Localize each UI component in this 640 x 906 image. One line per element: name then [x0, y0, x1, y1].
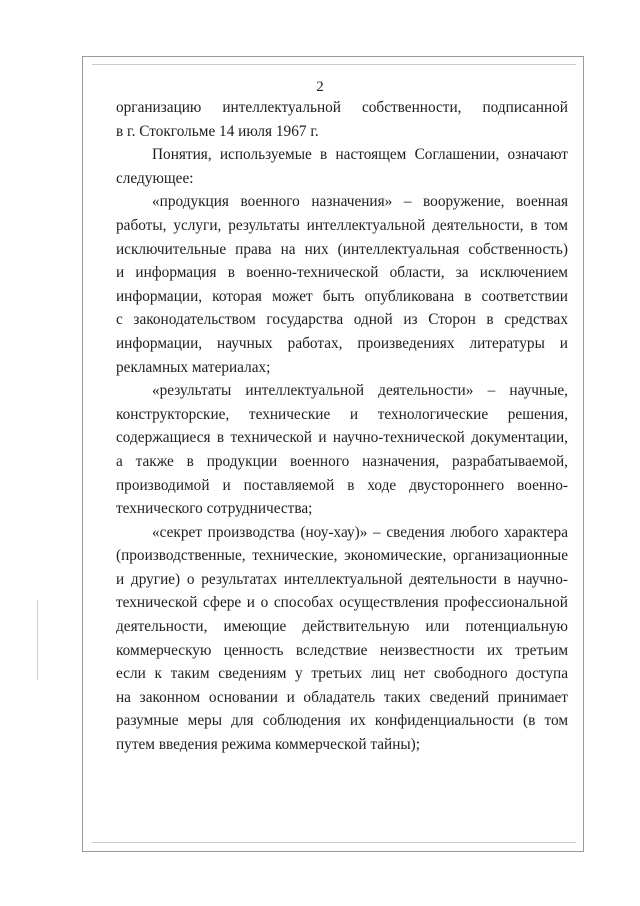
- text-line: информации, научных работах, произведениях литературы и: [116, 334, 568, 352]
- text-line: на законном основании и обладатель таких сведений принимает: [116, 688, 568, 706]
- text-line: если к таким сведениям у третьих лиц нет свободного доступа: [116, 665, 568, 683]
- text-line: «результаты интеллектуальной деятельности» – научные,: [152, 382, 568, 400]
- text-line: работы, услуги, результаты интеллектуальной деятельности, в том: [116, 216, 568, 234]
- text-line: «секрет производства (ноу-хау)» – сведения любого характера: [152, 523, 568, 541]
- frame-bottom-rule: [92, 842, 576, 843]
- document-body: [116, 96, 568, 757]
- text-line: с законодательством государства одной из Сторон в средствах: [116, 311, 568, 329]
- text-line: и информация в военно-технической области, за исключением: [116, 264, 568, 282]
- text-line: (производственные, технические, экономические, организационные: [116, 547, 568, 565]
- text-line: технической сфере и о способах осуществления профессиональной: [116, 594, 568, 612]
- text-line: организацию интеллектуальной собственности, подписанной: [116, 99, 568, 116]
- text-line: разумные меры для соблюдения их конфиденциальности (в том: [116, 712, 568, 730]
- text-line: производимой и поставляемой в ходе двустороннего военно-: [116, 476, 568, 494]
- scan-margin-mark: [37, 600, 38, 680]
- text-line: содержащиеся в технической и научно-технической документации,: [116, 429, 568, 447]
- text-line: «продукция военного назначения» – вооружение, военная: [152, 193, 568, 211]
- page-number: 2: [316, 79, 324, 95]
- text-line: Понятия, используемые в настоящем Соглашении, означают: [152, 146, 568, 164]
- text-line: конструкторские, технические и технологические решения,: [116, 405, 568, 423]
- text-line: информации, которая может быть опубликована в соответствии: [116, 287, 568, 305]
- text-line: коммерческую ценность вследствие неизвестности их третьим: [116, 641, 568, 659]
- text-line: а также в продукции военного назначения, разрабатываемой,: [116, 452, 568, 470]
- text-line: рекламных материалах;: [116, 358, 271, 376]
- text-line: деятельности, имеющие действительную или потенциальную: [116, 618, 568, 636]
- text-line: и другие) о результатах интеллектуальной деятельности в научно-: [116, 570, 568, 588]
- text-line: следующее:: [116, 169, 194, 187]
- frame-top-rule: [92, 64, 576, 65]
- text-line: путем введения режима коммерческой тайны);: [116, 736, 420, 754]
- text-line: в г. Стокгольме 14 июля 1967 г.: [116, 122, 319, 140]
- text-line: исключительные права на них (интеллектуальная собственность): [116, 240, 568, 258]
- text-line: технического сотрудничества;: [116, 500, 313, 518]
